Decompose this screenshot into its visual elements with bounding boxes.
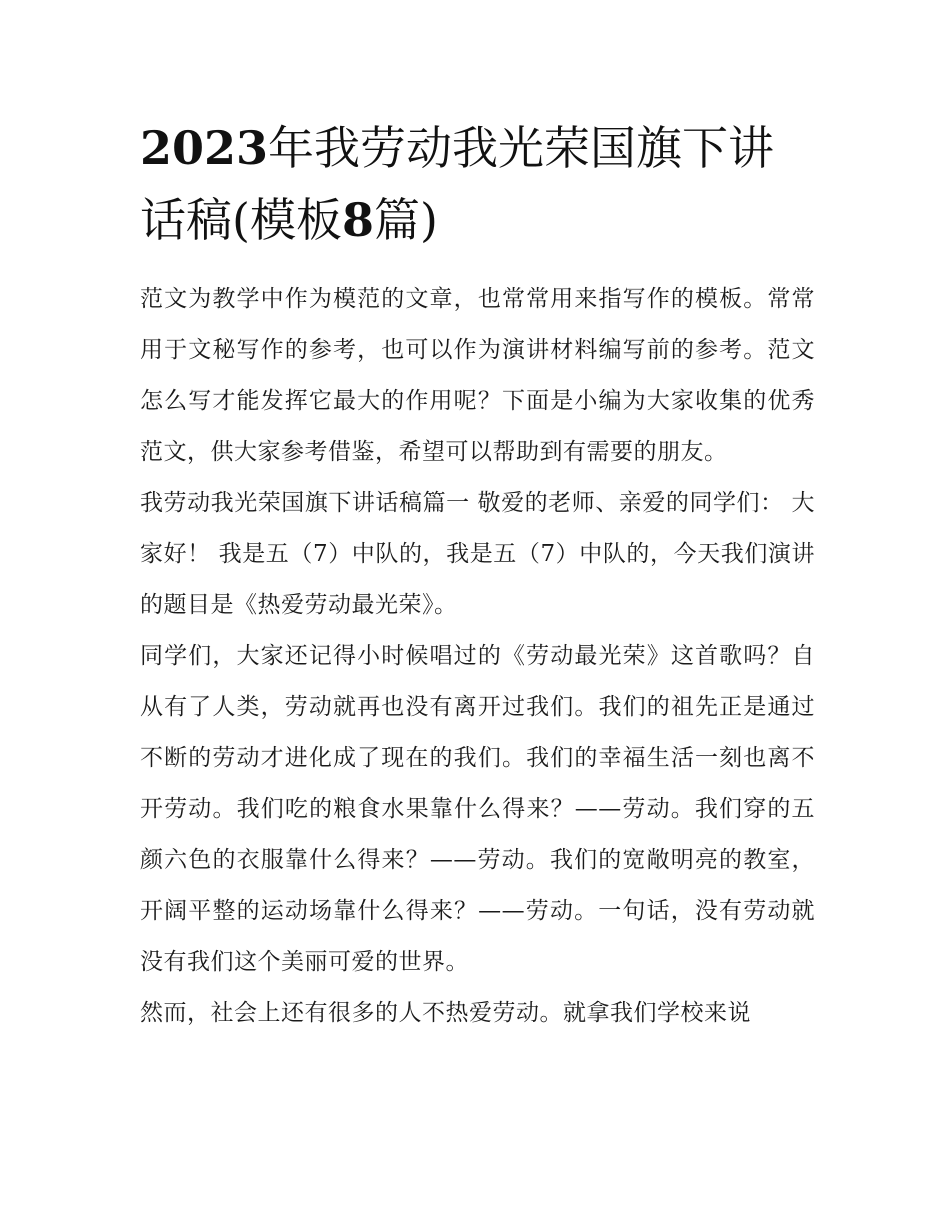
paragraph-intro: 范文为教学中作为模范的文章，也常常用来指写作的模板。常常用于文秘写作的参考，也可以作为演讲材料编写前的参考。范文怎么写才能发挥它最大的作用呢？下面是小编为大家收集的优秀范文，供大家参考借鉴，希望可以帮助到有需要的朋友。 <box>140 286 815 465</box>
paragraph-speech-opening: 我劳动我光荣国旗下讲话稿篇一 敬爱的老师、亲爱的同学们： 大家好！ 我是五（7）中队的，我是五（7）中队的，今天我们演讲的题目是《热爱劳动最光荣》。 <box>140 490 815 618</box>
paragraph-labor-song: 同学们，大家还记得小时候唱过的《劳动最光荣》这首歌吗？自从有了人类，劳动就再也没有离开过我们。我们的祖先正是通过不断的劳动才进化成了现在的我们。我们的幸福生活一刻也离不开劳动。我们吃的粮食水果靠什么得来？——劳动。我们穿的五颜六色的衣服靠什么得来？——劳动。我们的宽敞明亮的教室，开阔平整的运动场靠什么得来？——劳动。一句话，没有劳动就没有我们这个美丽可爱的世界。 <box>140 643 815 975</box>
document-title: 2023年我劳动我光荣国旗下讲话稿(模板8篇) <box>140 121 775 247</box>
paragraph-society: 然而，社会上还有很多的人不热爱劳动。就拿我们学校来说 <box>140 1000 751 1026</box>
document-page <box>140 112 815 1039</box>
